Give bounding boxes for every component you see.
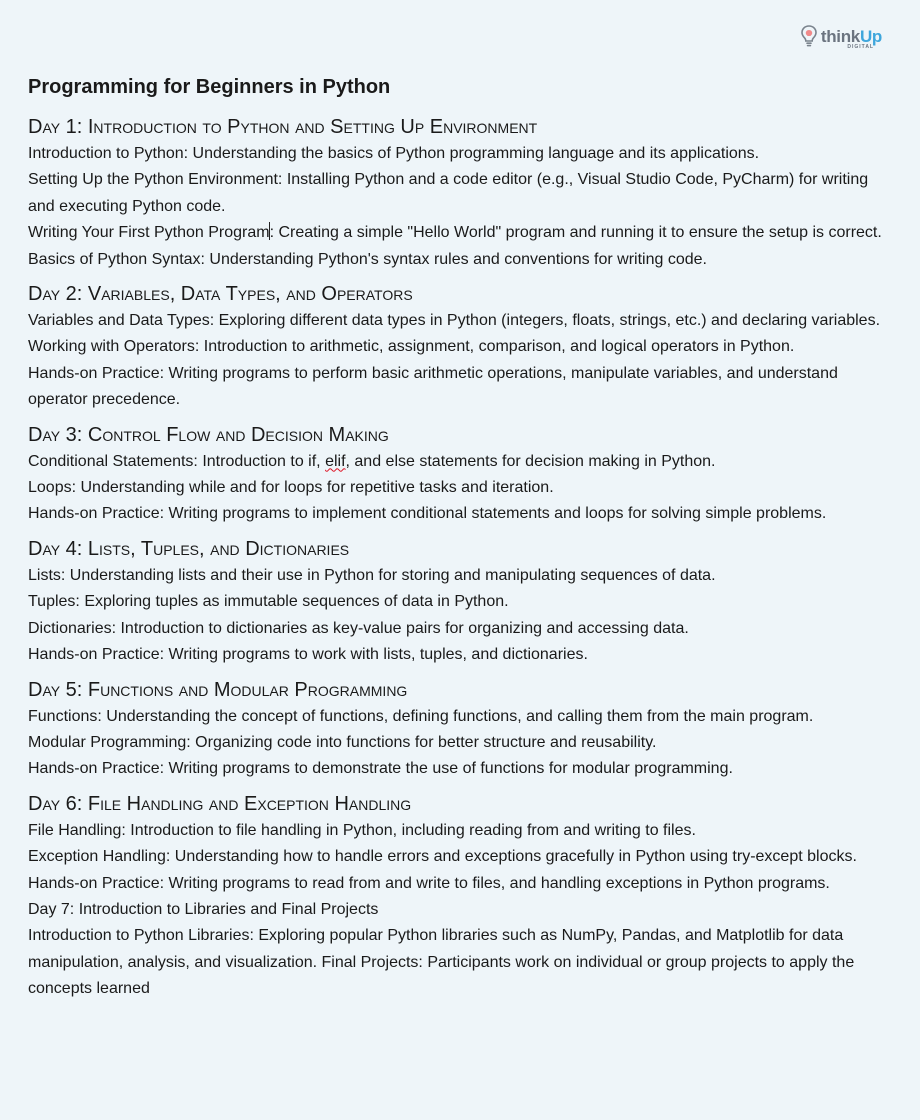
day3-heading[interactable]: Day 3: Control Flow and Decision Making: [28, 423, 389, 446]
day5-paragraph-3[interactable]: Hands-on Practice: Writing programs to demonstrate the use of functions for modular programming.: [28, 760, 733, 778]
logo-up-text: Up: [859, 26, 882, 46]
day6-paragraph-1[interactable]: File Handling: Introduction to file handling in Python, including reading from and writing to files.: [28, 821, 696, 839]
day1-paragraph-3-part-b: : Creating a simple "Hello World" program and running it to ensure the setup is correct. Basics of Python Syntax: Understanding Python's syntax rules and conventions for writing code.: [28, 224, 882, 268]
day1-paragraph-3[interactable]: [28, 220, 890, 273]
day5-paragraph-1[interactable]: Functions: Understanding the concept of functions, defining functions, and calling them from the main program.: [28, 707, 814, 725]
day2-paragraph-1[interactable]: Variables and Data Types: Exploring different data types in Python (integers, floats, strings, etc.) and declaring variables.: [28, 312, 881, 330]
day3-paragraph-2[interactable]: Loops: Understanding while and for loops for repetitive tasks and iteration.: [28, 479, 554, 497]
day4-paragraph-3[interactable]: Dictionaries: Introduction to dictionaries as key-value pairs for organizing and accessing data.: [28, 619, 689, 637]
day7-paragraph-1[interactable]: Introduction to Python Libraries: Exploring popular Python libraries such as NumPy, Pandas, and Matplotlib for data manipulation, analysis, and visualization. Final Projects: Participants work on individual or group projects to apply the concepts learned: [28, 927, 855, 998]
day6-heading[interactable]: Day 6: File Handling and Exception Handling: [28, 792, 412, 815]
day5-section: [28, 677, 890, 783]
day4-section: [28, 536, 890, 669]
day1-section: [28, 114, 890, 273]
logo-think-text: think: [820, 26, 860, 46]
day2-section: [28, 281, 890, 414]
logo-wordmark: [820, 26, 882, 50]
thinkup-logo: [800, 24, 882, 48]
day4-paragraph-4[interactable]: Hands-on Practice: Writing programs to work with lists, tuples, and dictionaries.: [28, 646, 588, 664]
day2-paragraph-3[interactable]: Hands-on Practice: Writing programs to perform basic arithmetic operations, manipulate variables, and understand operator precedence.: [28, 364, 838, 409]
day3-paragraph-1[interactable]: [28, 449, 890, 475]
document-body: [28, 72, 890, 1011]
day2-heading[interactable]: Day 2: Variables, Data Types, and Operators: [28, 283, 413, 306]
day1-paragraph-1[interactable]: Introduction to Python: Understanding the basics of Python programming language and its applications.: [28, 145, 760, 162]
day5-paragraph-2[interactable]: Modular Programming: Organizing code into functions for better structure and reusability.: [28, 733, 657, 751]
logo-sub-text: DIGITAL: [847, 43, 874, 50]
day4-heading[interactable]: Day 4: Lists, Tuples, and Dictionaries: [28, 537, 350, 560]
day4-paragraph-1[interactable]: Lists: Understanding lists and their use in Python for storing and manipulating sequences of data.: [28, 566, 716, 584]
day3-paragraph-3[interactable]: Hands-on Practice: Writing programs to implement conditional statements and loops for solving simple problems.: [28, 505, 827, 523]
day6-section: [28, 791, 890, 1003]
day1-heading[interactable]: Day 1: Introduction to Python and Setting Up Environment: [28, 116, 538, 138]
day7-heading[interactable]: Day 7: Introduction to Libraries and Final Projects: [28, 900, 379, 918]
spellcheck-word-elif[interactable]: elif: [325, 452, 346, 470]
day6-paragraph-2[interactable]: Exception Handling: Understanding how to handle errors and exceptions gracefully in Python using try-except blocks.: [28, 848, 857, 866]
day3-paragraph-1-part-a: Conditional Statements: Introduction to if,: [28, 452, 326, 470]
day1-paragraph-2[interactable]: Setting Up the Python Environment: Installing Python and a code editor (e.g., Visual Studio Code, PyCharm) for writing and executing Python code.: [28, 171, 869, 215]
day1-paragraph-3-part-a: Writing Your First Python Program: [28, 224, 270, 242]
day6-paragraph-3[interactable]: Hands-on Practice: Writing programs to read from and write to files, and handling exceptions in Python programs.: [28, 874, 830, 892]
document-title[interactable]: Programming for Beginners in Python: [28, 76, 391, 98]
day3-paragraph-1-part-c: , and else statements for decision making in Python.: [345, 452, 716, 470]
day3-section: [28, 422, 890, 528]
day4-paragraph-2[interactable]: Tuples: Exploring tuples as immutable sequences of data in Python.: [28, 593, 509, 611]
lightbulb-icon: [800, 24, 818, 48]
day5-heading[interactable]: Day 5: Functions and Modular Programming: [28, 678, 408, 701]
day2-paragraph-2[interactable]: Working with Operators: Introduction to arithmetic, assignment, comparison, and logical operators in Python.: [28, 338, 795, 356]
